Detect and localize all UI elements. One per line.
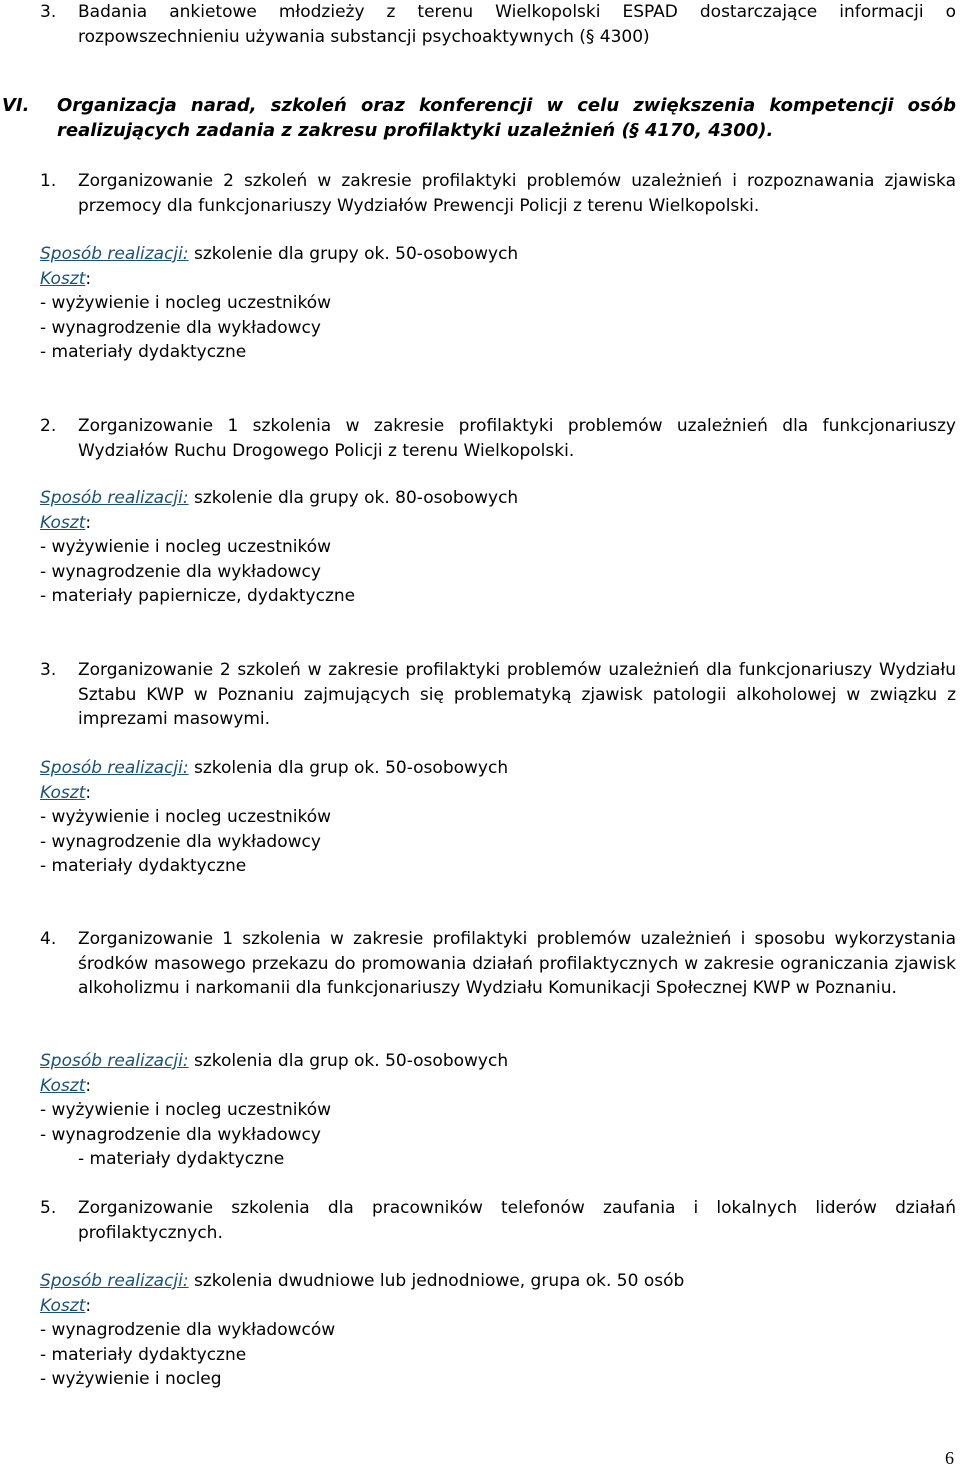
cost-entry: - wynagrodzenie dla wykładowcy: [40, 561, 321, 582]
method-line: [40, 1049, 956, 1074]
cost-line: [40, 267, 956, 292]
list-item-text: Badania ankietowe młodzieży z terenu Wielkopolski ESPAD dostarczające informacji o rozpowszechnieniu używania substancji psychoaktywnych (§ 4300): [78, 2, 956, 47]
cost-entry: - materiały dydaktyczne: [40, 1344, 247, 1365]
cost-line: [40, 511, 956, 536]
item-details: [40, 756, 956, 879]
page-number: 6: [945, 1448, 954, 1468]
section-title: Organizacja narad, szkoleń oraz konferencji w celu zwiększenia kompetencji osób realizujących zadania z zakresu profilaktyki uzależnień (§ 4170, 4300).: [57, 95, 956, 141]
cost-entry: - wyżywienie i nocleg uczestników: [40, 537, 332, 557]
method-label: Sposób realizacji:: [40, 758, 189, 778]
list-item: [40, 414, 956, 463]
method-label: Sposób realizacji:: [40, 1271, 189, 1291]
cost-entry: - materiały dydaktyczne: [40, 856, 247, 876]
list-item-text: Zorganizowanie 2 szkoleń w zakresie profilaktyki problemów uzależnień i rozpoznawania zjawiska przemocy dla funkcjonariuszy Wydziałów Prewencji Policji z terenu Wielkopolski.: [78, 171, 956, 216]
list-number: 3.: [40, 660, 57, 680]
list-item: [40, 169, 956, 218]
cost-entry: - wynagrodzenie dla wykładowcy: [40, 317, 321, 338]
cost-entry: - materiały papiernicze, dydaktyczne: [40, 586, 356, 606]
list-item: [40, 927, 956, 1001]
list-item-text: Zorganizowanie 1 szkolenia w zakresie profilaktyki problemów uzależnień dla funkcjonariuszy Wydziałów Ruchu Drogowego Policji z terenu Wielkopolski.: [78, 416, 956, 461]
cost-label: Koszt: [40, 782, 86, 803]
cost-entry: - wyżywienie i nocleg: [40, 1369, 222, 1389]
cost-entry: - wyżywienie i nocleg uczestników: [40, 807, 332, 827]
list-number: 5.: [40, 1198, 57, 1218]
method-line: [40, 1269, 956, 1294]
list-item-text: Zorganizowanie 1 szkolenia w zakresie profilaktyki problemów uzależnień i sposobu wykorzystania środków masowego przekazu do promowania działań profilaktycznych w zakresie ograniczania zjawisk alkoholizmu i narkomanii dla funkcjonariuszy Wydziału Komunikacji Społecznej KWP w Poznaniu.: [78, 929, 956, 998]
cost-entry: - wyżywienie i nocleg uczestników: [40, 293, 332, 313]
item-details: [40, 1269, 956, 1392]
method-label: Sposób realizacji:: [40, 1051, 189, 1071]
method-value: szkolenie dla grupy ok. 80-osobowych: [188, 488, 519, 508]
list-item-text: Zorganizowanie 2 szkoleń w zakresie profilaktyki problemów uzależnień dla funkcjonariuszy Wydziału Sztabu KWP w Poznaniu zajmujących się problematyką zjawisk patologii alkoholowej w związku z imprezami masowymi.: [78, 660, 956, 729]
method-label: Sposób realizacji:: [40, 488, 189, 508]
cost-label: Koszt: [40, 1075, 86, 1096]
cost-entry: - wynagrodzenie dla wykładowców: [40, 1320, 336, 1340]
cost-colon: :: [85, 1075, 92, 1096]
list-item-3-espad: [40, 0, 956, 49]
list-number: 3.: [40, 2, 57, 22]
list-item: [40, 658, 956, 732]
cost-colon: :: [85, 512, 92, 533]
list-number: 1.: [40, 171, 57, 191]
method-value: szkolenia dla grup ok. 50-osobowych: [188, 758, 509, 778]
cost-colon: :: [85, 268, 92, 289]
cost-entry: - materiały dydaktyczne: [78, 1149, 285, 1169]
cost-label: Koszt: [40, 268, 86, 289]
cost-entry: - wyżywienie i nocleg uczestników: [40, 1100, 332, 1120]
list-item: [40, 1196, 956, 1245]
cost-colon: :: [85, 1295, 92, 1316]
method-value: szkolenia dla grup ok. 50-osobowych: [188, 1051, 509, 1071]
cost-colon: :: [85, 782, 92, 803]
cost-line: [40, 781, 956, 806]
method-line: [40, 486, 956, 511]
cost-entry: - wynagrodzenie dla wykładowcy: [40, 831, 321, 852]
method-line: [40, 242, 956, 267]
cost-line: [40, 1074, 956, 1099]
item-details: [40, 1049, 956, 1172]
cost-label: Koszt: [40, 512, 86, 533]
method-line: [40, 756, 956, 781]
list-number: 4.: [40, 929, 57, 949]
section-number: VI.: [2, 95, 30, 116]
method-value: szkolenia dwudniowe lub jednodniowe, grupa ok. 50 osób: [188, 1271, 685, 1291]
section-heading-vi: [2, 94, 956, 143]
item-details: [40, 242, 956, 365]
cost-entry: - materiały dydaktyczne: [40, 342, 247, 362]
list-item-text: Zorganizowanie szkolenia dla pracowników telefonów zaufania i lokalnych liderów działań profilaktycznych.: [78, 1198, 956, 1243]
method-value: szkolenie dla grupy ok. 50-osobowych: [188, 244, 519, 264]
item-details: [40, 486, 956, 609]
cost-entry: - wynagrodzenie dla wykładowcy: [40, 1124, 321, 1145]
list-number: 2.: [40, 416, 57, 436]
cost-line: [40, 1294, 956, 1319]
method-label: Sposób realizacji:: [40, 244, 189, 264]
cost-label: Koszt: [40, 1295, 86, 1316]
